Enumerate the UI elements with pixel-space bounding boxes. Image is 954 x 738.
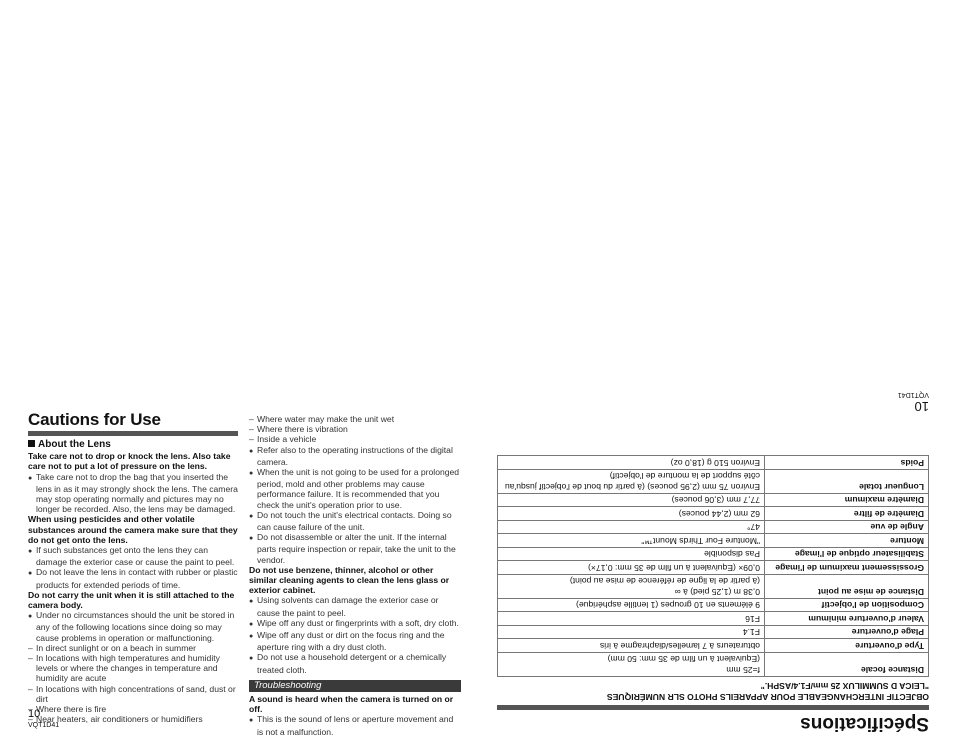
- dash-item: – In direct sunlight or on a beach in summer: [28, 643, 240, 653]
- spec-row: [498, 470, 929, 494]
- spec-value: F16: [498, 612, 765, 626]
- bullet-item: ● Wipe off any dust or dirt on the focus ring and the aperture ring with a dry dust cloth.: [249, 630, 461, 652]
- lens-name: "LEICA D SUMMILUX 25 mm/F1.4/ASPH.": [760, 681, 929, 692]
- spec-label: Longueur totale: [765, 470, 929, 494]
- bullet-item: ● Refer also to the operating instructions of the digital camera.: [249, 445, 461, 467]
- bullet-item: ● This is the sound of lens or aperture movement and is not a malfunction.: [249, 714, 461, 736]
- bullet-item: ● Under no circumstances should the unit be stored in any of the following locations since doing so may cause problems in operation or malfunctioning.: [28, 610, 240, 643]
- model-code: VQT1D41: [897, 391, 929, 398]
- spec-row: [498, 612, 929, 626]
- spec-label: Valeur d'ouverture minimum: [765, 612, 929, 626]
- spec-value: 0,09× (Equivalent à un film de 35 mm: 0,17×): [498, 561, 765, 575]
- spec-row: [498, 653, 929, 677]
- spec-value: Environ 510 g (18,0 oz): [498, 456, 765, 470]
- spec-value: Pas disponible: [498, 548, 765, 562]
- dash-item: – In locations with high temperatures and humidity levels or where the changes in temperature and humidity are acute: [28, 653, 240, 684]
- spec-value: 77,7 mm (3,06 pouces): [498, 494, 765, 508]
- caution-heading: When using pesticides and other volatile substances around the camera make sure that they do not get onto the lens.: [28, 514, 238, 545]
- spec-row: [498, 626, 929, 640]
- spec-value: obturateurs à 7 lamelles/diaphragme à iris: [498, 639, 765, 653]
- page-number: 10: [28, 708, 41, 720]
- spec-label: Distance de mise au point: [765, 575, 929, 599]
- spec-label: Stabilisateur optique de l'image: [765, 548, 929, 562]
- left-column-1: [28, 440, 240, 724]
- caution-heading: Do not use benzene, thinner, alcohol or other similar cleaning agents to clean the lens glass or exterior cabinet.: [249, 564, 450, 596]
- dash-item: – Where there is vibration: [249, 424, 461, 434]
- bullet-item: ● Do not leave the lens in contact with rubber or plastic products for extended periods of time.: [28, 567, 240, 589]
- spec-row: [498, 561, 929, 575]
- spec-value: Environ 75 mm (2,95 pouces) (à partir du bout de l'objectif jusqu'au côté support de la monture de l'objectif): [498, 470, 765, 494]
- bullet-item: ● Using solvents can damage the exterior case or cause the paint to peel.: [249, 595, 461, 617]
- bullet-item: ● If such substances get onto the lens they can damage the exterior case or cause the paint to peel.: [28, 545, 240, 567]
- dash-item: – In locations with high concentrations of sand, dust or dirt: [28, 684, 240, 704]
- lens-description: [607, 681, 929, 702]
- page-number: 10: [914, 399, 929, 414]
- spec-row: [498, 521, 929, 535]
- lens-subtitle: OBJECTIF INTERCHANGEABLE POUR APPAREILS PHOTO SLR NUMÉRIQUES: [606, 692, 929, 702]
- spec-row: [498, 507, 929, 521]
- spec-title: Spécifications: [800, 713, 929, 734]
- spec-label: Plage d'ouverture: [765, 626, 929, 640]
- spec-label: Composition de l'objectif: [765, 599, 929, 613]
- spec-row: [498, 456, 929, 470]
- spec-value: 62 mm (2,44 pouces): [498, 507, 765, 521]
- right-page-upside-down: [497, 384, 929, 734]
- spec-label: Diamètre de filtre: [765, 507, 929, 521]
- spec-row: [498, 599, 929, 613]
- model-code: VQT1D41: [28, 722, 60, 729]
- spec-row: [498, 534, 929, 548]
- spec-value: 9 éléments en 10 groupes (1 lentille asphérique): [498, 599, 765, 613]
- title-rule: [28, 431, 238, 436]
- spec-title-rule: [497, 705, 929, 710]
- bullet-item: ● Wipe off any dust or fingerprints with a soft, dry cloth.: [249, 618, 461, 630]
- spec-value: "Monture Four Thirds Mount™": [498, 534, 765, 548]
- spec-row: [498, 575, 929, 599]
- spec-row: [498, 494, 929, 508]
- spec-label: Distance focale: [765, 653, 929, 677]
- dash-item: – Where there is fire: [28, 704, 240, 714]
- trouble-question: A sound is heard when the camera is turned on or off.: [249, 694, 454, 715]
- page-title: Cautions for Use: [28, 410, 161, 429]
- left-column-2: [249, 414, 461, 737]
- caution-heading: Do not carry the unit when it is still attached to the camera body.: [28, 589, 235, 611]
- bullet-item: ● Do not use a household detergent or a chemically treated cloth.: [249, 652, 461, 674]
- spec-row: [498, 639, 929, 653]
- spec-label: Grossissement maximum de l'image: [765, 561, 929, 575]
- spec-value: 47°: [498, 521, 765, 535]
- spec-table: [497, 456, 929, 678]
- spec-label: Monture: [765, 534, 929, 548]
- section-heading: About the Lens: [28, 440, 240, 450]
- square-bullet-icon: [28, 440, 35, 447]
- bullet-item: ● Do not disassemble or alter the unit. If the internal parts require inspection or repair, take the unit to the vendor.: [249, 532, 461, 565]
- spec-row: [498, 548, 929, 562]
- spec-label: Poids: [765, 456, 929, 470]
- spec-value: 0,38 m (1,25 pied) à ∞ (à partir de la ligne de référence de mise au point): [498, 575, 765, 599]
- bullet-item: ● Take care not to drop the bag that you inserted the lens in as it may strongly shock the lens. The camera may stop operating normally and pictures may no longer be recorded. Also, the lens may be damaged.: [28, 472, 240, 515]
- bullet-item: ● Do not touch the unit's electrical contacts. Doing so can cause failure of the unit.: [249, 510, 461, 532]
- dash-item: – Inside a vehicle: [249, 434, 461, 444]
- bullet-item: ● When the unit is not going to be used for a prolonged period, mold and other problems may cause performance failure. It is recommended that you check the unit's operation prior to use.: [249, 467, 461, 510]
- spec-value: f=25 mm (Equivalent à un film de 35 mm: 50 mm): [498, 653, 765, 677]
- caution-heading: Take care not to drop or knock the lens. Also take care not to put a lot of pressure on the lens.: [28, 451, 231, 472]
- spec-label: Angle de vue: [765, 521, 929, 535]
- spec-label: Diamètre maximum: [765, 494, 929, 508]
- dash-item: – Where water may make the unit wet: [249, 414, 461, 424]
- troubleshooting-heading: Troubleshooting: [249, 680, 461, 692]
- dash-item: – Near heaters, air conditioners or humidifiers: [28, 714, 240, 724]
- spec-label: Type d'ouverture: [765, 639, 929, 653]
- spec-value: F1.4: [498, 626, 765, 640]
